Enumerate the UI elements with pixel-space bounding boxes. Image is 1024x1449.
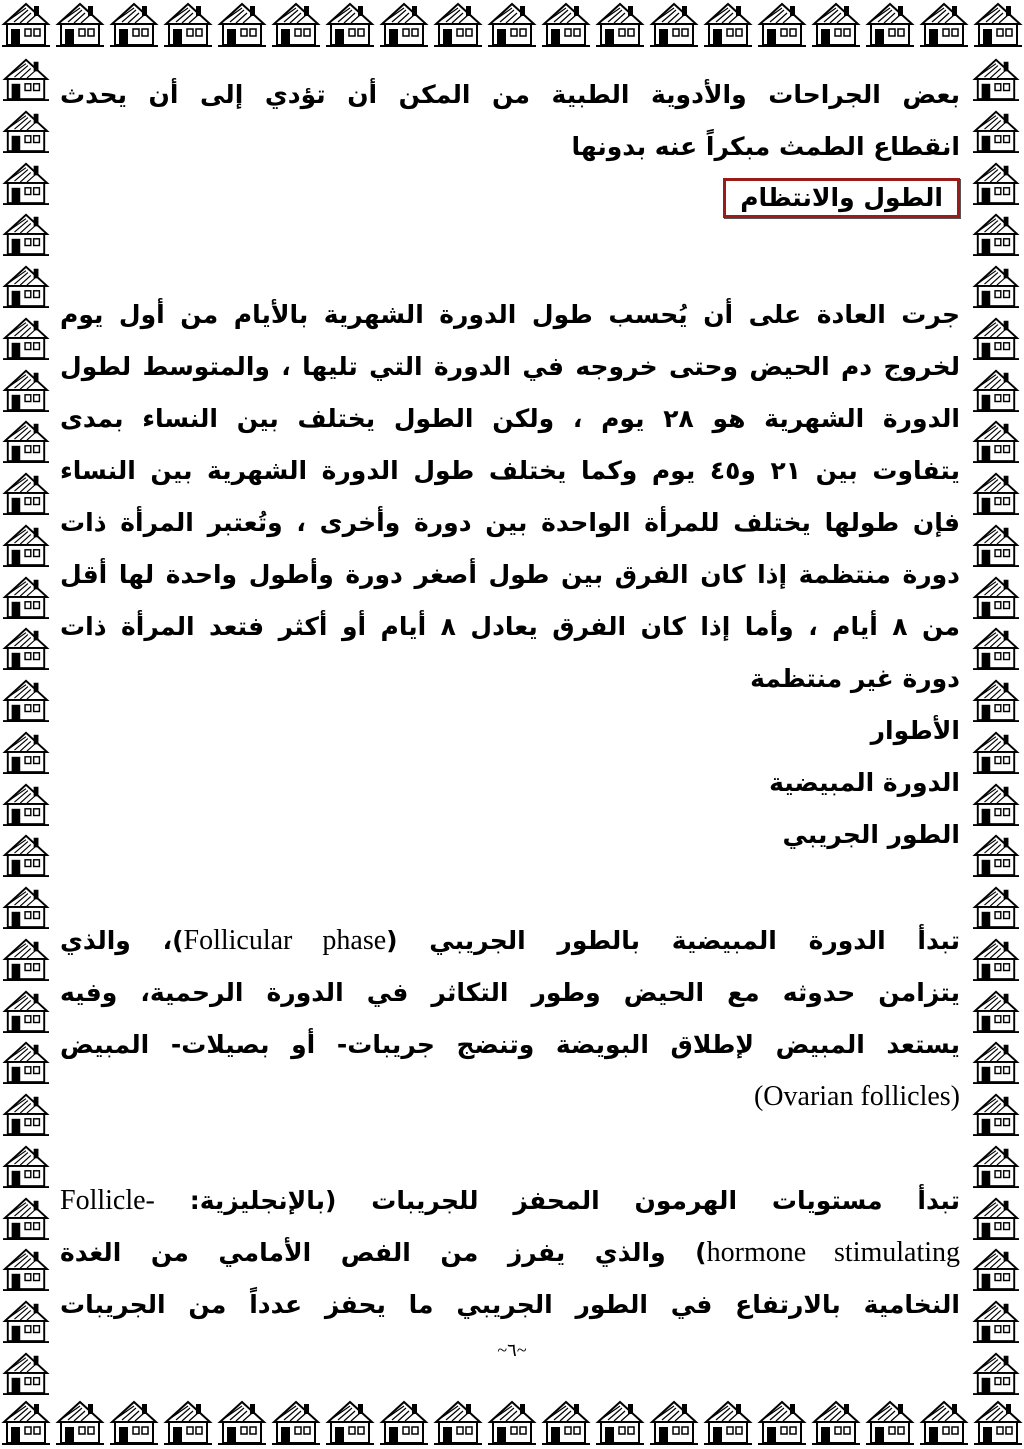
- text-line-2: انقطاع الطمث مبكراً عنه بدونها: [571, 132, 960, 161]
- house-icon: [0, 418, 52, 464]
- house-icon: [970, 56, 1022, 102]
- house-icon: [918, 0, 970, 48]
- house-icon: [970, 832, 1022, 878]
- house-icon: [810, 1398, 862, 1446]
- fsh1-arabic: تبدأ مستويات الهرمون المحفز للجريبات (بالإنجليزية:: [189, 1186, 960, 1215]
- house-icon: [864, 0, 916, 48]
- house-icon: [486, 0, 538, 48]
- text-line-follicular: [60, 922, 960, 960]
- house-icon: [970, 988, 1022, 1034]
- house-icon: [0, 211, 52, 257]
- house-icon: [0, 574, 52, 620]
- house-icon: [324, 0, 376, 48]
- house-icon: [970, 729, 1022, 775]
- text-line-14: الدورة المبيضية: [769, 768, 960, 797]
- left-border: [0, 56, 54, 1396]
- text-line-19: يستعد المبيض لإطلاق البويضة وتنضج جريبات- أو بصيلات- المبيض: [60, 1030, 960, 1059]
- section-heading-row: [60, 178, 960, 224]
- house-icon: [540, 1398, 592, 1446]
- house-icon: [0, 315, 52, 361]
- text-line-11: من ٨ أيام ، وأما إذا كان الفرق يعادل ٨ أيام أو أكثر فتعد المرأة ذات: [60, 612, 960, 641]
- house-icon: [970, 160, 1022, 206]
- text-line-6: لخروج دم الحيض وحتى خروجه في الدورة التي تليها ، والمتوسط لطول: [60, 352, 960, 381]
- house-icon: [0, 625, 52, 671]
- text-line-18: يتزامن حدوثه مع الحيض وطور التكاثر في الدورة الرحمية، وفيه: [60, 978, 960, 1007]
- house-icon: [378, 0, 430, 48]
- house-icon: [970, 263, 1022, 309]
- text-line-ovarian: [60, 1078, 960, 1116]
- house-icon: [970, 1039, 1022, 1085]
- house-icon: [970, 781, 1022, 827]
- house-icon: [0, 1091, 52, 1137]
- text-line-fsh-1: [60, 1182, 960, 1220]
- house-icon: [970, 367, 1022, 413]
- house-icon: [648, 0, 700, 48]
- bottom-border: [0, 1398, 1024, 1448]
- house-icon: [0, 1398, 52, 1446]
- text-line-15: الطور الجريبي: [782, 820, 960, 849]
- house-icon: [270, 0, 322, 48]
- house-icon: [0, 729, 52, 775]
- house-icon: [0, 470, 52, 516]
- house-icon: [970, 1143, 1022, 1189]
- house-icon: [970, 522, 1022, 568]
- house-icon: [594, 0, 646, 48]
- house-icon: [972, 0, 1024, 48]
- house-icon: [0, 0, 52, 48]
- house-icon: [970, 884, 1022, 930]
- text-line-13: الأطوار: [870, 716, 960, 745]
- house-icon: [162, 1398, 214, 1446]
- fsh2-latin: hormone stimulating: [706, 1237, 961, 1268]
- house-icon: [540, 0, 592, 48]
- text-line-24: النخامية بالارتفاع في الطور الجريبي ما يحفز عدداً من الجريبات: [60, 1290, 960, 1319]
- house-icon: [162, 0, 214, 48]
- text-line-1: بعض الجراحات والأدوية الطبية من المكن أن تؤدي إلى أن يحدث: [60, 80, 960, 109]
- house-icon: [648, 1398, 700, 1446]
- house-icon: [216, 0, 268, 48]
- text-line-8: يتفاوت بين ٢١ و٤٥ يوم وكما يختلف طول الدورة الشهرية بين النساء: [60, 456, 960, 485]
- house-icon: [594, 1398, 646, 1446]
- text-line-5: جرت العادة على أن يُحسب طول الدورة الشهرية بالأيام من أول يوم: [60, 300, 960, 329]
- house-icon: [970, 315, 1022, 361]
- house-icon: [970, 1195, 1022, 1241]
- house-icon: [970, 211, 1022, 257]
- house-icon: [54, 1398, 106, 1446]
- fsh2-arabic: ) والذي يفرز من الفص الأمامي من الغدة: [60, 1238, 707, 1267]
- house-icon: [0, 56, 52, 102]
- follicular-latin: Follicular phase: [183, 925, 387, 956]
- house-icon: [702, 0, 754, 48]
- house-icon: [970, 625, 1022, 671]
- house-icon: [756, 1398, 808, 1446]
- house-icon: [0, 1246, 52, 1292]
- house-icon: [0, 1195, 52, 1241]
- house-icon: [0, 522, 52, 568]
- house-icon: [702, 1398, 754, 1446]
- text-line-fsh-2: [60, 1234, 960, 1272]
- house-icon: [0, 367, 52, 413]
- house-icon: [54, 0, 106, 48]
- house-icon: [0, 832, 52, 878]
- house-icon: [970, 1246, 1022, 1292]
- house-icon: [0, 884, 52, 930]
- house-icon: [864, 1398, 916, 1446]
- house-icon: [108, 1398, 160, 1446]
- house-icon: [810, 0, 862, 48]
- house-icon: [432, 0, 484, 48]
- page-number: ~٦~: [497, 1340, 527, 1360]
- house-icon: [970, 574, 1022, 620]
- house-icon: [0, 781, 52, 827]
- house-icon: [970, 108, 1022, 154]
- house-icon: [970, 418, 1022, 464]
- house-icon: [756, 0, 808, 48]
- house-icon: [918, 1398, 970, 1446]
- text-line-10: دورة منتظمة إذا كان الفرق بين طول أصغر دورة وأطول واحدة لها أقل: [60, 560, 960, 589]
- house-icon: [970, 1298, 1022, 1344]
- house-icon: [108, 0, 160, 48]
- house-icon: [0, 988, 52, 1034]
- follicular-before: تبدأ الدورة المبيضية بالطور الجريبي (: [386, 926, 960, 955]
- house-icon: [0, 263, 52, 309]
- house-icon: [972, 1398, 1024, 1446]
- top-border: [0, 0, 1024, 50]
- house-icon: [0, 1298, 52, 1344]
- house-icon: [432, 1398, 484, 1446]
- house-icon: [970, 1091, 1022, 1137]
- ovarian-latin: (Ovarian follicles): [753, 1081, 960, 1112]
- house-icon: [216, 1398, 268, 1446]
- section-heading: الطول والانتظام: [723, 178, 960, 218]
- text-line-7: الدورة الشهرية هو ٢٨ يوم ، ولكن الطول يختلف بين النساء بمدى: [60, 404, 960, 433]
- house-icon: [0, 1039, 52, 1085]
- house-icon: [378, 1398, 430, 1446]
- house-icon: [270, 1398, 322, 1446]
- text-line-12: دورة غير منتظمة: [750, 664, 960, 693]
- house-icon: [0, 1143, 52, 1189]
- house-icon: [0, 108, 52, 154]
- right-border: [970, 56, 1024, 1396]
- house-icon: [970, 936, 1022, 982]
- house-icon: [486, 1398, 538, 1446]
- house-icon: [0, 160, 52, 206]
- follicular-after: )، والذي: [60, 926, 184, 955]
- house-icon: [0, 677, 52, 723]
- house-icon: [970, 677, 1022, 723]
- house-icon: [324, 1398, 376, 1446]
- fsh1-latin: -Follicle: [60, 1185, 155, 1216]
- house-icon: [0, 936, 52, 982]
- text-line-9: فإن طولها يختلف للمرأة الواحدة بين دورة وأخرى ، وتُعتبر المرأة ذات: [60, 508, 960, 537]
- house-icon: [970, 470, 1022, 516]
